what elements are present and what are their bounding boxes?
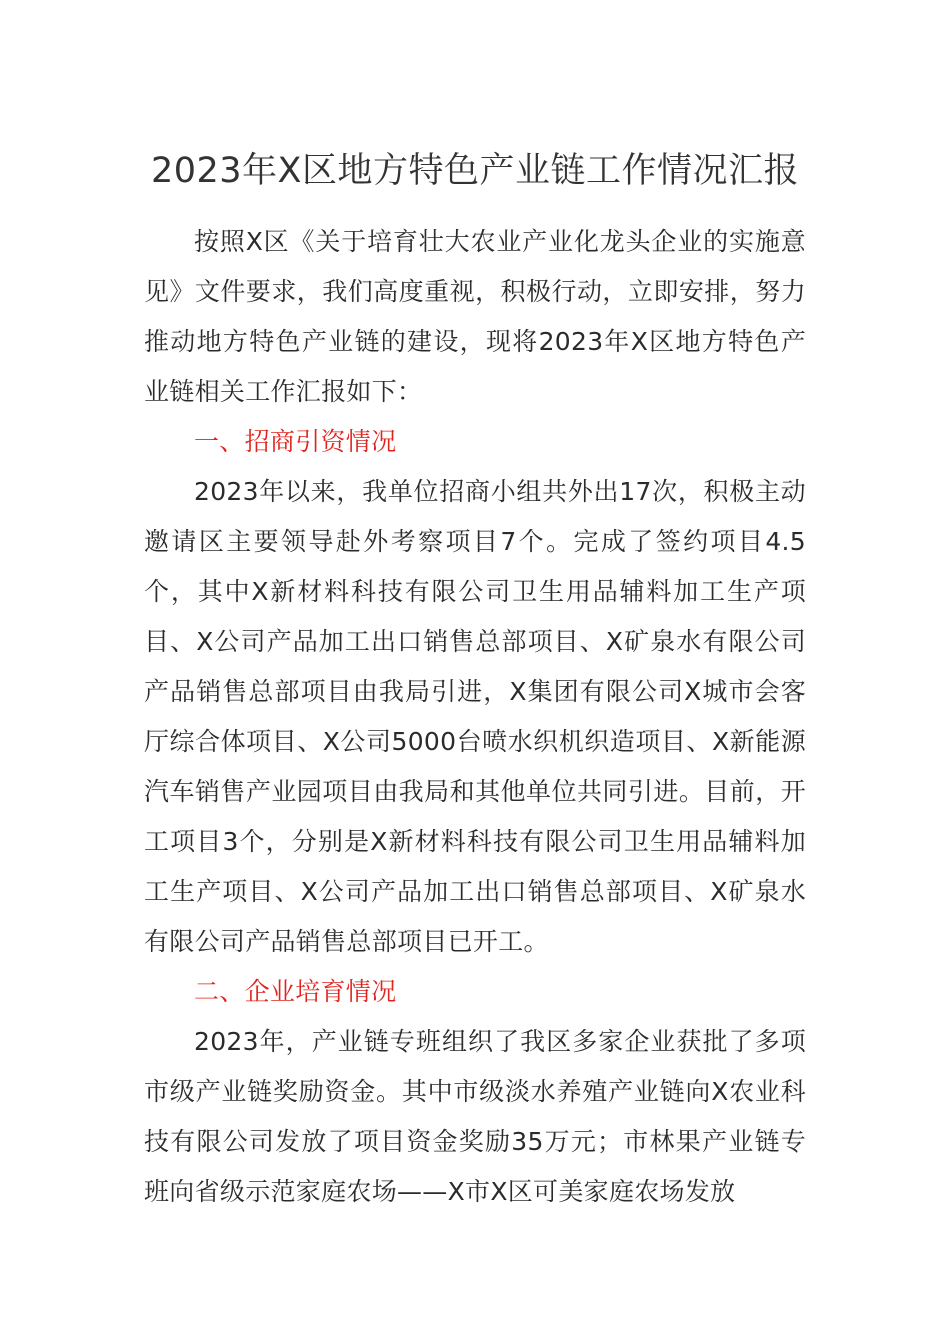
document-body <box>144 217 806 1217</box>
section-paragraph-enterprise: 2023年，产业链专班组织了我区多家企业获批了多项市级产业链奖励资金。其中市级淡水养殖产业链向X农业科技有限公司发放了项目资金奖励35万元；市林果产业链专班向省级示范家庭农场——X市X区可美家庭农场发放 <box>144 1027 806 1206</box>
document-title: 2023年X区地方特色产业链工作情况汇报 <box>150 151 800 191</box>
section-heading-investment: 一、招商引资情况 <box>194 427 397 456</box>
section-paragraph-investment: 2023年以来，我单位招商小组共外出17次，积极主动邀请区主要领导赴外考察项目7个。完成了签约项目4.5个，其中X新材料科技有限公司卫生用品辅料加工生产项目、X公司产品加工出口销售总部项目、X矿泉水有限公司产品销售总部项目由我局引进，X集团有限公司X城市会客厅综合体项目、X公司5000台喷水织机织造项目、X新能源汽车销售产业园项目由我局和其他单位共同引进。目前，开工项目3个，分别是X新材料科技有限公司卫生用品辅料加工生产项目、X公司产品加工出口销售总部项目、X矿泉水有限公司产品销售总部项目已开工。 <box>144 477 806 956</box>
section-heading-enterprise: 二、企业培育情况 <box>194 977 397 1006</box>
intro-paragraph: 按照X区《关于培育壮大农业产业化龙头企业的实施意见》文件要求，我们高度重视，积极行动，立即安排，努力推动地方特色产业链的建设，现将2023年X区地方特色产业链相关工作汇报如下： <box>144 227 806 406</box>
